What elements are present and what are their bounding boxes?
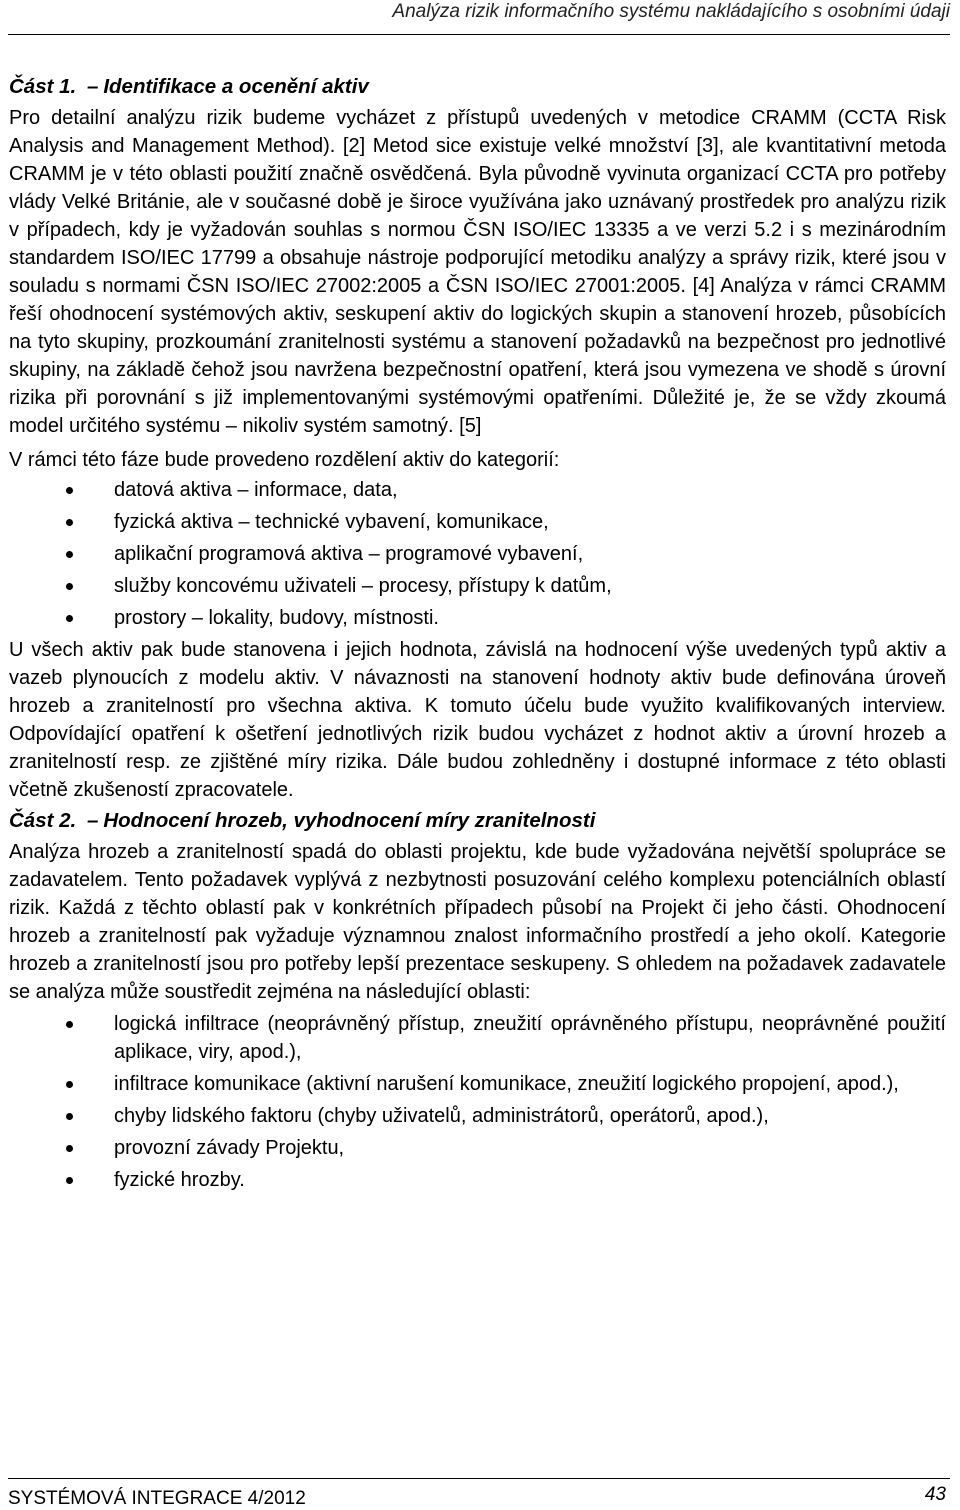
bullet-icon xyxy=(66,583,73,590)
section-heading-2 xyxy=(9,804,946,838)
article-body xyxy=(9,70,946,1198)
header-rule xyxy=(8,34,950,35)
bullet-icon xyxy=(66,551,73,558)
bullet-icon xyxy=(66,1145,73,1152)
section-dash: – xyxy=(86,809,99,832)
threat-area-list xyxy=(9,1010,946,1194)
section-number: Část 2. xyxy=(9,809,77,832)
section-number: Část 1. xyxy=(9,75,77,98)
journal-name: SYSTÉMOVÁ INTEGRACE 4/2012 xyxy=(8,1488,306,1509)
list-item: fyzické hrozby. xyxy=(9,1166,946,1194)
list-item: fyzická aktiva – technické vybavení, komunikace, xyxy=(9,508,946,536)
list-item: provozní závady Projektu, xyxy=(9,1134,946,1162)
running-title: Analýza rizik informačního systému nakládajícího s osobními údaji xyxy=(392,1,950,22)
page-number: 43 xyxy=(924,1484,946,1505)
list-item: logická infiltrace (neoprávněný přístup, zneužití oprávněného přístupu, neoprávněné použití aplikace, viry, apod.), xyxy=(9,1010,946,1066)
paragraph-cramm: Pro detailní analýzu rizik budeme vycházet z přístupů uvedených v metodice CRAMM (CCTA Risk Analysis and Management Method). [2] Metod sice existuje velké množství [3], ale kvantitativní metoda CRAMM je v této oblasti použití značně osvědčená. Byla původně vyvinuta organizací CCTA pro potřeby vlády Velké Británie, ale v současné době je široce využívána jako uznávaný prostředek pro analýzu rizik v případech, kdy je vyžadován souhlas s normou ČSN ISO/IEC 13335 a ve verzi 5.2 i s mezinárodním standardem ISO/IEC 17799 a obsahuje nástroje podporující metodiku analýzy a správy rizik, které jsou v souladu s normami ČSN ISO/IEC 27002:2005 a ČSN ISO/IEC 27001:2005. [4] Analýza v rámci CRAMM řeší ohodnocení systémových aktiv, seskupení aktiv do logických skupin a stanovení hrozeb, působících na tyto skupiny, prozkoumání zranitelnosti systému a stanovení požadavků na bezpečnost pro jednotlivé skupiny, na základě čehož jsou navržena bezpečnostní opatření, která jsou vymezena ve shodě s úrovní rizika při porovnání s již implementovanými systémovými opatřeními. Důležité je, že se vždy zkoumá model určitého systému – nikoliv systém samotný. [5] xyxy=(9,107,946,437)
list-item: chyby lidského faktoru (chyby uživatelů, administrátorů, operátorů, apod.), xyxy=(9,1102,946,1130)
list-item: aplikační programová aktiva – programové vybavení, xyxy=(9,540,946,568)
paragraph-threat-analysis: Analýza hrozeb a zranitelností spadá do oblasti projektu, kde bude vyžadována největší spolupráce se zadavatelem. Tento požadavek vyplývá z nezbytnosti posuzování celého komplexu potenciálních oblastí rizik. Každá z těchto oblastí pak v konkrétních případech působí na Projekt či jeho části. Ohodnocení hrozeb a zranitelností pak vyžaduje významnou znalost informačního prostředí a jeho okolí. Kategorie hrozeb a zranitelností jsou pro potřeby lepší prezentace seskupeny. S ohledem na požadavek zadavatele se analýza může soustředit zejména na následující oblasti: xyxy=(9,841,946,1003)
section-heading-1 xyxy=(9,70,946,104)
asset-category-list xyxy=(9,476,946,632)
bullet-icon xyxy=(66,487,73,494)
paragraph-asset-values: U všech aktiv pak bude stanovena i jejich hodnota, závislá na hodnocení výše uvedených typů aktiv a vazeb plynoucích z modelu aktiv. V návaznosti na stanovení hodnoty aktiv bude definována úroveň hrozeb a zranitelností pro všechna aktiva. K tomuto účelu bude využito kvalifikovaných interview. Odpovídající opatření k ošetření jednotlivých rizik budou vycházet z hodnot aktiv a úrovní hrozeb a zranitelností resp. ze zjištěné míry rizika. Dále budou zohledněny i dostupné informace z této oblasti včetně zkušeností zpracovatele. xyxy=(9,639,946,801)
footer-rule xyxy=(8,1478,950,1479)
page-footer xyxy=(0,1474,960,1508)
section-title: Hodnocení hrozeb, vyhodnocení míry zranitelnosti xyxy=(103,809,596,832)
list-item: prostory – lokality, budovy, místnosti. xyxy=(9,604,946,632)
list-item: služby koncovému uživateli – procesy, přístupy k datům, xyxy=(9,572,946,600)
section-title: Identifikace a ocenění aktiv xyxy=(103,75,369,98)
page-header xyxy=(0,0,960,40)
section-dash: – xyxy=(86,75,99,98)
bullet-icon xyxy=(66,1021,73,1028)
bullet-icon xyxy=(66,1177,73,1184)
bullet-icon xyxy=(66,615,73,622)
bullet-icon xyxy=(66,519,73,526)
list-item: datová aktiva – informace, data, xyxy=(9,476,946,504)
list-item: infiltrace komunikace (aktivní narušení komunikace, zneužití logického propojení, apod.), xyxy=(9,1070,946,1098)
bullet-icon xyxy=(66,1081,73,1088)
bullet-icon xyxy=(66,1113,73,1120)
paragraph-categories-intro: V rámci této fáze bude provedeno rozdělení aktiv do kategorií: xyxy=(9,449,560,471)
